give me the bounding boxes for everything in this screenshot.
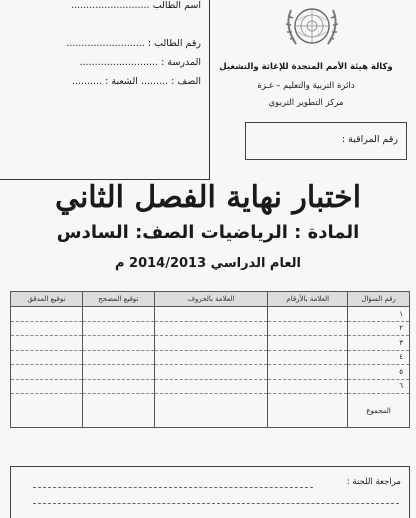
review-line[interactable] (33, 487, 313, 488)
grades-table (10, 291, 410, 428)
subject-grade-line: المادة : الرياضيات الصف: السادس (56, 222, 360, 243)
table-row (11, 321, 410, 336)
student-number-label: رقم الطالب : (147, 38, 201, 49)
signature-cell[interactable] (11, 379, 83, 394)
grade-label: الصف : (171, 76, 201, 87)
table-header-row (11, 292, 410, 307)
signature-cell[interactable] (11, 336, 83, 351)
question-number: ٥ (348, 365, 410, 380)
signature-cell[interactable] (11, 321, 83, 336)
student-name-label: اسم الطالب (152, 0, 201, 11)
grade-cell[interactable] (154, 394, 268, 428)
grade-cell[interactable] (268, 394, 348, 428)
grade-cell[interactable] (154, 336, 268, 351)
column-header: توقيع المدقق (11, 292, 83, 307)
seat-number-label: رقم المراقبة : (341, 134, 398, 145)
section-label: الشعبة : (105, 76, 138, 87)
column-header: توقيع المصحح (82, 292, 154, 307)
committee-review-label: مراجعة اللجنة : (346, 477, 401, 487)
seat-number-box[interactable] (245, 122, 407, 160)
signature-cell[interactable] (82, 307, 154, 322)
total-label: المجموع (348, 394, 410, 428)
department-name: دائرة التربية والتعليم – غـزة (257, 81, 355, 91)
signature-cell[interactable] (82, 350, 154, 365)
student-info-box (0, 0, 210, 180)
school-field[interactable]: المدرسة : .......................... (79, 57, 201, 68)
grade-cell[interactable] (268, 307, 348, 322)
committee-review-box[interactable] (10, 466, 410, 518)
grade-cell[interactable] (154, 379, 268, 394)
column-header: العلامة بالحروف (154, 292, 268, 307)
review-line[interactable] (33, 503, 399, 504)
column-header: رقم السؤال (348, 292, 410, 307)
grade-cell[interactable] (154, 365, 268, 380)
table-row (11, 365, 410, 380)
question-number: ١ (348, 307, 410, 322)
signature-cell[interactable] (82, 379, 154, 394)
exam-title: اختبار نهاية الفصل الثاني (54, 180, 362, 215)
un-emblem-icon (276, 0, 348, 52)
signature-cell[interactable] (11, 307, 83, 322)
table-row (11, 379, 410, 394)
signature-cell[interactable] (82, 321, 154, 336)
signature-cell[interactable] (82, 336, 154, 351)
question-number: ٢ (348, 321, 410, 336)
grade-cell[interactable] (154, 350, 268, 365)
grade-cell[interactable] (268, 336, 348, 351)
table-row (11, 307, 410, 322)
agency-name: وكالة هيئة الأمم المتحدة للإغاثة والتشغيل (219, 62, 393, 72)
grade-cell[interactable] (154, 321, 268, 336)
signature-cell[interactable] (82, 394, 154, 428)
table-row (11, 350, 410, 365)
center-name: مركز التطوير التربوي (268, 98, 344, 108)
grade-cell[interactable] (268, 379, 348, 394)
grade-cell[interactable] (154, 307, 268, 322)
grade-cell[interactable] (268, 321, 348, 336)
grade-section-field[interactable]: الصف : ......... الشعبة : .......... (71, 76, 201, 87)
table-row (11, 336, 410, 351)
student-name-field[interactable]: اسم الطالب .......................... (71, 0, 201, 11)
total-row (11, 394, 410, 428)
grade-cell[interactable] (268, 365, 348, 380)
column-header: العلامة بالأرقام (268, 292, 348, 307)
question-number: ٣ (348, 336, 410, 351)
signature-cell[interactable] (11, 365, 83, 380)
signature-cell[interactable] (11, 394, 83, 428)
academic-year: العام الدراسي 2014/2013 م (114, 256, 302, 271)
school-label: المدرسة : (161, 57, 201, 68)
question-number: ٤ (348, 350, 410, 365)
grade-cell[interactable] (268, 350, 348, 365)
student-number-field[interactable]: رقم الطالب : .......................... (66, 38, 201, 49)
signature-cell[interactable] (11, 350, 83, 365)
signature-cell[interactable] (82, 365, 154, 380)
question-number: ٦ (348, 379, 410, 394)
